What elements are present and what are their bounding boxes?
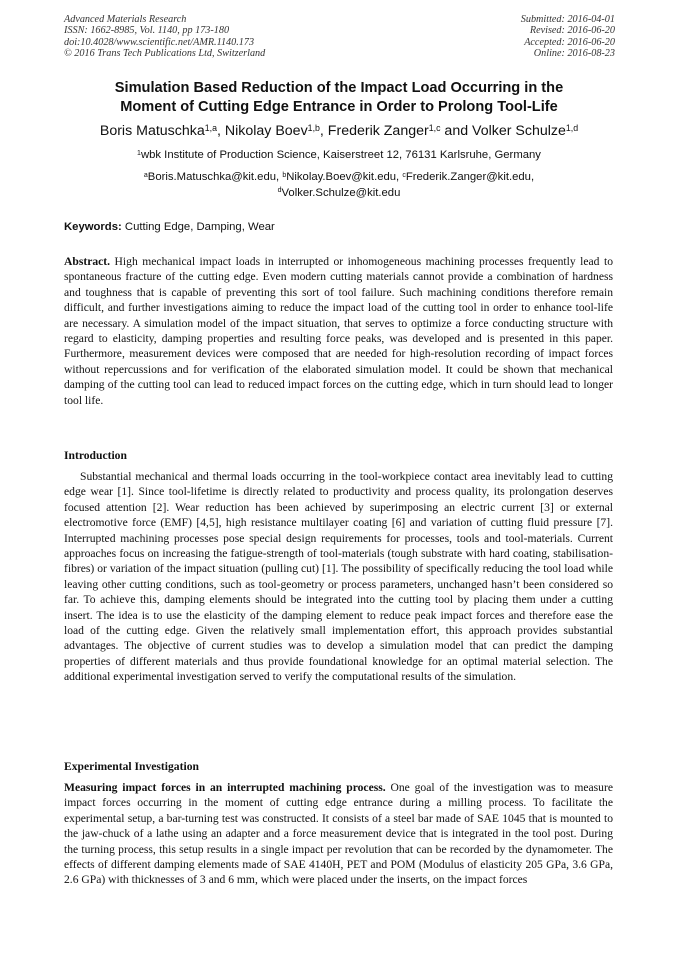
affiliation-text: wbk Institute of Production Science, Kaiserstreet 12, 76131 Karlsruhe, Germany (140, 149, 541, 161)
author-superscript: 1,b (307, 122, 320, 133)
affiliation-superscript: 1 (137, 149, 141, 157)
title-line-2: Moment of Cutting Edge Entrance in Order to Prolong Tool-Life (120, 99, 558, 115)
email-d: Volker.Schulze@kit.edu (281, 186, 401, 199)
submitted-date: Submitted: 2016-04-01 (520, 14, 615, 25)
email-a: Boris.Matuschka@kit.edu, (147, 171, 283, 183)
introduction-text: Substantial mechanical and thermal loads occurring in the tool-workpiece contact area inevitably lead to cutting edge wear [1]. Since tool-lifetime is directly related to productivity and process quality, its prolongation deserves focused attention [2]. Wear reduction has been achieved by superimposing an electric current [3] or external electromotive force (EMF) [4,5], high resistance multilayer coating [6] and variation of cutting fluid pressure [7]. Interrupted machining processes pose special design requirements for processes, tools and tool-materials. Current approaches focus on increasing the fatigue-strength of tool-materials (tough substrate with hard coating, stabilisation-fibres) or variation of the impact situation (pulling cut) [1]. The possibility of specifically reducing the tool load while leaving other cutting conditions, such as tool-geometry or process parameters, unchanged hasn’t been considered so far. To achieve this, damping elements should be integrated into the cutting tool by placing them under a cutting insert. The idea is to use the elasticity of the damping element to reduce peak impact forces and therefore ease the load of the cutting edge. Given the relatively small implementation effort, this approach provides substantial advantages. The objective of current studies was to develop a simulation model that can predict the damping properties of different materials and thus provide foundational knowledge for an optimal material selection. The additional experimental investigation served to verify the computational results of the simulation. (64, 470, 613, 684)
doi-line: doi:10.4028/www.scientific.net/AMR.1140.173 (64, 36, 255, 48)
author-separator: , (216, 123, 225, 139)
abstract-label: Abstract. (64, 255, 111, 268)
journal-info (64, 14, 265, 59)
keywords-text: Cutting Edge, Damping, Wear (121, 221, 275, 233)
keywords (64, 220, 624, 234)
author-name: Nikolay Boev (224, 123, 308, 139)
experimental-text (64, 780, 613, 888)
author-superscript: 1,d (565, 122, 579, 133)
experimental-heading: Experimental Investigation (64, 760, 199, 773)
experimental-body: One goal of the investigation was to measure impact forces occurring in the moment of cutting edge entrance during a milling process. To facilitate the experimental setup, a bar-turning test was constructed. It consists of a steel bar made of SAE 1045 that is mounted to the jaw-chuck of a lathe using an adapter and a force measurement device that is integrated in the tool post. During the turning process, this setup results in a single impact per revolution that can be recorded by the dynamometer. The effects of different damping elements made of SAE 4140H, PET and POM (Modulus of elasticity 205 GPa, 3.6 GPa, 2.6 GPa) with thicknesses of 3 and 6 mm, which were placed under the inserts, on the impact forces (64, 781, 613, 887)
author-separator: and (440, 123, 473, 139)
author-superscript: 1,c (428, 122, 441, 133)
abstract-text: High mechanical impact loads in interrupted or inhomogeneous machining processes frequently lead to spontaneous fracture of the cutting edge. Even modern cutting materials cannot provide a combination of hardness and toughness that is capable of preventing this sort of tool failure. Such machining conditions therefore remain difficult, and further investigations aiming to reduce the impact load of the cutting tool in order to enhance tool-life are necessary. A simulation model of the impact situation, that serves to optimize a force conducting structure with regard to elasticity, damping properties and resulting force peaks, was developed and is presented in this paper. Furthermore, measurement devices were composed that are needed for high-resolution recording of impact forces without repercussions and for verification of the elaborated simulation model. It could be shown that mechanical damping of the cutting tool can lead to reduced impact forces on the cutting edge, which in turn should lead to longer tool life. (64, 255, 613, 407)
issn-line: ISSN: 1662-8985, Vol. 1140, pp 173-180 (64, 25, 230, 37)
author-superscript: 1,a (204, 122, 217, 133)
author-separator: , (319, 123, 328, 139)
email-c: Frederik.Zanger@kit.edu, (405, 171, 535, 183)
email-superscript: a (143, 171, 148, 179)
email-superscript: d (277, 187, 282, 194)
introduction-heading: Introduction (64, 449, 127, 462)
author-list (30, 122, 648, 140)
copyright-line: © 2016 Trans Tech Publications Ltd, Switzerland (64, 47, 266, 59)
email-superscript: c (402, 171, 406, 179)
author-name: Volker Schulze (472, 123, 566, 139)
keywords-label: Keywords: (64, 221, 122, 233)
online-date: Online: 2016-08-23 (533, 47, 615, 59)
paper-title (40, 79, 638, 117)
journal-name: Advanced Materials Research (64, 14, 187, 25)
author-emails (100, 170, 578, 201)
title-line-1: Simulation Based Reduction of the Impact Load Occurring in the (114, 80, 564, 96)
publication-dates (521, 14, 615, 59)
affiliation (40, 148, 638, 162)
author-name: Frederik Zanger (327, 123, 429, 139)
email-b: Nikolay.Boev@kit.edu, (286, 171, 403, 183)
abstract (64, 254, 613, 408)
experimental-lead: Measuring impact forces in an interrupted machining process. (64, 781, 386, 794)
email-superscript: b (282, 171, 287, 179)
author-name: Boris Matuschka (99, 123, 205, 139)
accepted-date: Accepted: 2016-06-20 (524, 36, 615, 48)
revised-date: Revised: 2016-06-20 (529, 25, 615, 37)
